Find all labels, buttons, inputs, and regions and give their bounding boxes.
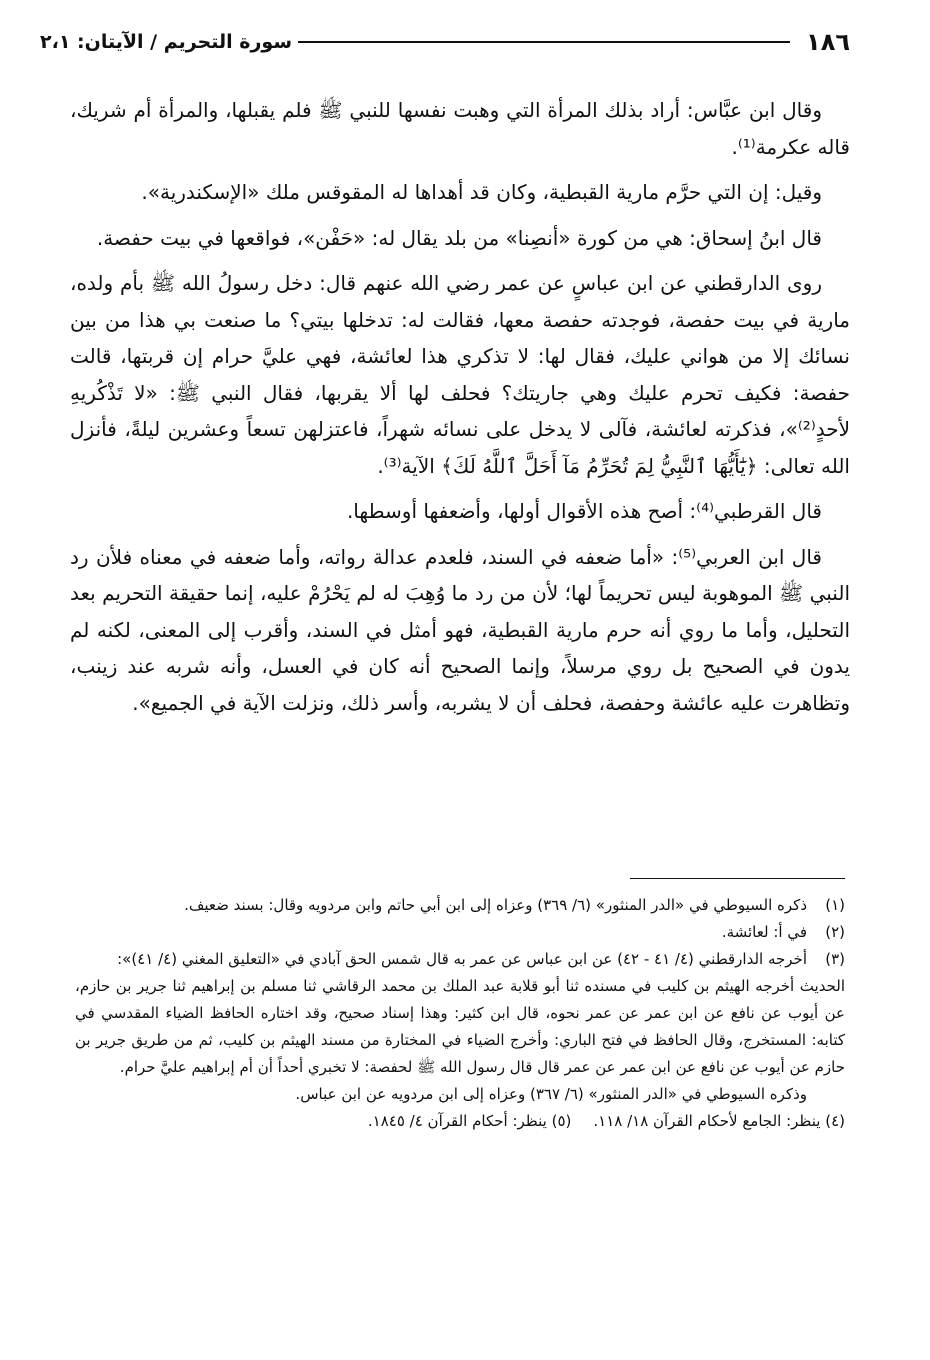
footnotes [75, 892, 845, 1135]
main-text [70, 92, 850, 730]
footnote-4-5-line [75, 1108, 845, 1135]
footnote-text: أخرجه الدارقطني (٤/ ٤١ - ٤٢) عن ابن عباس عن عمر به قال شمس الحق آبادي في «التعليق المغني (٤/ ٤١)»: [117, 950, 807, 968]
paragraph: قال ابنُ إسحاق: هي من كورة «أنصِنا» من بلد يقال له: «حَفْن»، فواقعها في بيت حفصة. [96, 225, 822, 250]
footnote-3 [75, 946, 845, 973]
footnote-4 [593, 1108, 845, 1135]
footnote-number: (٣) [825, 950, 845, 968]
paragraph: قال القرطبي⁽⁴⁾: أصح هذه الأقوال أولها، وأضعفها أوسطها. [346, 499, 822, 523]
footnote-continuation: وذكره السيوطي في «الدر المنثور» (٦/ ٣٦٧) وعزاه إلى ابن مردويه عن ابن عباس. [295, 1085, 807, 1103]
footnote-text: ينظر: الجامع لأحكام القرآن ١٨/ ١١٨. [593, 1112, 821, 1130]
paragraph: وقال ابن عبَّاس: أراد بذلك المرأة التي وهبت نفسها للنبي ﷺ فلم يقبلها، والمرأة أم شريك، قاله عكرمة⁽¹⁾. [70, 98, 850, 159]
footnote-text: ذكره السيوطي في «الدر المنثور» (٦/ ٣٦٩) وعزاه إلى ابن أبي حاتم وابن مردويه وقال: بسند ضعيف. [184, 896, 807, 914]
footnote-text: في أ: لعائشة. [721, 923, 807, 941]
footnote-text: ينظر: أحكام القرآن ٤/ ١٨٤٥. [367, 1112, 547, 1130]
paragraph: وقيل: إن التي حرَّم مارية القبطية، وكان قد أهداها له المقوقس ملك «الإسكندرية». [141, 180, 822, 204]
footnote-number: (١) [825, 896, 845, 914]
header-rule [298, 41, 790, 43]
paragraph: قال ابن العربي⁽⁵⁾: «أما ضعفه في السند، فلعدم عدالة رواته، وأما ضعفه في معناه فلأن رد النبي ﷺ الموهوبة ليس تحريماً لها؛ لأن من رد ما وُهِبَ له لم يَحْرُمْ عليه، إنما حقيقة التحريم بعد التحليل، وأما ما روي أنه حرم مارية القبطية، فهو أمثل في السند، وأقرب إلى المعنى، لكنه لم يدون في الصحيح بل روي مرسلاً، وإنما الصحيح أنه كان في العسل، وأنه شربه عند زينب، وتظاهرت عليه عائشة وحفصة، فحلف أن لا يشربه، وأسر ذلك، ونزلت الآية في الجميع». [70, 544, 850, 715]
footnote-2 [75, 919, 845, 946]
footnote-quotation: الحديث أخرجه الهيثم بن كليب في مسنده ثنا أبو قلابة عبد الملك بن محمد الرقاشي ثنا مسلم بن إبراهيم ثنا جرير بن حازم، عن أيوب عن نافع عن ابن عمر عن عمر نحوه، قال ابن كثير: وهذا إسناد صحيح، وقد اختاره الحافظ الضياء المقدسي في كتابه: المستخرج، وقال الحافظ في فتح الباري: وأخرج الضياء في المختارة من مسند الهيثم بن كليب، ثم من طريق جرير بن حازم عن أيوب عن نافع عن ابن عمر عن عمر قال قال رسول الله ﷺ لحفصة: لا تخبري أحداً أن أم إبراهيم عليَّ حرام. [75, 977, 845, 1076]
surah-title: سورة التحريم / الآيتان: ٢،١ [40, 31, 293, 53]
footnote-1 [75, 892, 845, 919]
footnote-5 [368, 1108, 571, 1135]
footnote-separator [630, 878, 845, 879]
page-number: ١٨٦ [806, 28, 850, 56]
footnote-number: (٥) [551, 1112, 572, 1130]
footnote-number: (٤) [825, 1112, 845, 1130]
paragraph: روى الدارقطني عن ابن عباسٍ عن عمر رضي الله عنهم قال: دخل رسولُ الله ﷺ بأم ولده، مارية في بيت حفصة، فوجدته حفصة معها، فقالت له: تدخلها بيتي؟ ما صنعت بي هذا من بين نسائك إلا من هواني عليك، فقال لها: لا تذكري هذا لعائشة، فهي عليَّ حرام إن قربتها، قالت حفصة: فكيف تحرم عليك وهي جاريتك؟ فحلف لها ألا يقربها، فقال النبي ﷺ: «لا تَذْكُريهِ لأحدٍ⁽²⁾»، فذكرته لعائشة، فآلى لا يدخل على نسائه شهراً، فاعتزلهن تسعاً وعشرين ليلةً، فأنزل الله تعالى: ﴿يَٰٓأَيُّهَا ٱلنَّبِيُّ لِمَ تُحَرِّمُ مَآ أَحَلَّ ٱللَّهُ لَكَ﴾ الآية⁽³⁾. [70, 271, 850, 478]
running-header [40, 24, 850, 60]
footnote-number: (٢) [825, 923, 845, 941]
